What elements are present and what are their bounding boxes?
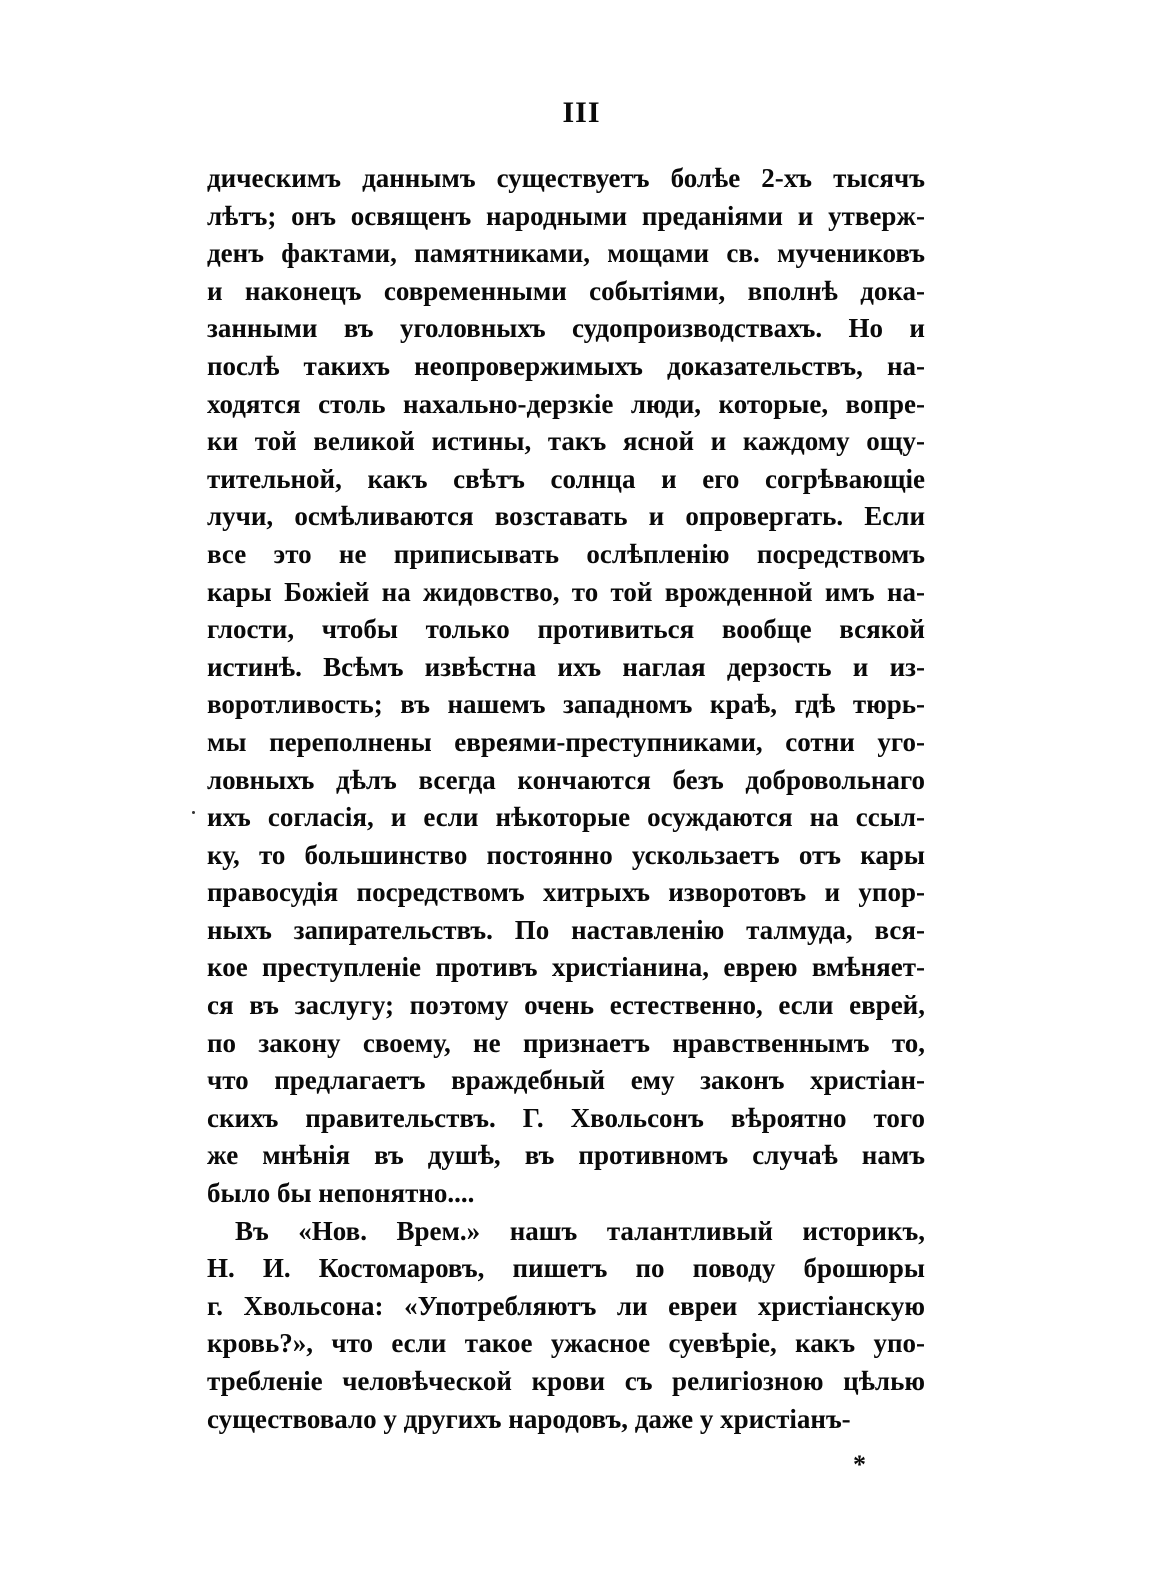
text-line: ныхъ запирательствъ. По наставленію талмуда, вся- xyxy=(207,914,925,945)
body-text xyxy=(207,160,925,1438)
signature-mark: * xyxy=(853,1450,866,1479)
text-line: требленіе человѣческой крови съ религіозною цѣлью xyxy=(207,1366,925,1396)
page-number: III xyxy=(562,96,601,129)
text-line: глости, чтобы только противиться вообще всякой xyxy=(207,614,925,645)
text-line: по закону своему, не признаетъ нравственнымъ то, xyxy=(207,1027,925,1058)
text-line: ки той великой истины, такъ ясной и каждому ощу- xyxy=(207,426,925,457)
text-line: ся въ заслугу; поэтому очень естественно, если еврей, xyxy=(207,990,925,1021)
text-line: скихъ правительствъ. Г. Хвольсонъ вѣроятно того xyxy=(207,1102,925,1133)
text-line: истинѣ. Всѣмъ извѣстна ихъ наглая дерзость и из- xyxy=(207,651,925,682)
text-line: мы переполнены евреями-преступниками, сотни уго- xyxy=(207,726,925,757)
text-line: г. Хвольсона: «Употребляютъ ли евреи христіанскую xyxy=(207,1290,925,1321)
text-line: дическимъ даннымъ существуетъ болѣе 2-хъ тысячъ xyxy=(207,163,925,193)
text-line: денъ фактами, памятниками, мощами св. мучениковъ xyxy=(207,238,925,269)
text-line: Н. И. Костомаровъ, пишетъ по поводу брошюры xyxy=(207,1253,925,1284)
text-line: Въ «Нов. Врем.» нашъ талантливый историкъ, xyxy=(235,1215,925,1246)
text-line: ловныхъ дѣлъ всегда кончаются безъ добровольнаго xyxy=(207,764,925,795)
text-line: ку, то большинство постоянно ускользаетъ отъ кары xyxy=(207,839,925,870)
text-line: лѣтъ; онъ освященъ народными преданіями и утверж- xyxy=(207,200,925,231)
text-line: правосудія посредствомъ хитрыхъ изворотовъ и упор- xyxy=(207,877,925,908)
text-line: воротливость; въ нашемъ западномъ краѣ, гдѣ тюрь- xyxy=(207,689,925,720)
text-line: тительной, какъ свѣтъ солнца и его согрѣвающіе xyxy=(207,463,925,494)
text-line: что предлагаетъ враждебный ему законъ христіан- xyxy=(207,1065,925,1096)
text-line: ихъ согласія, и если нѣкоторые осуждаются на ссыл- xyxy=(207,802,925,833)
text-line: кое преступленіе противъ христіанина, еврею вмѣняет- xyxy=(207,952,925,983)
text-line: же мнѣнія въ душѣ, въ противномъ случаѣ намъ xyxy=(207,1140,925,1171)
text-line: кары Божіей на жидовство, то той врожденной имъ на- xyxy=(207,576,925,607)
text-line: кровь?», что если такое ужасное суевѣріе, какъ упо- xyxy=(207,1328,925,1359)
text-line: и наконецъ современными событіями, вполнѣ дока- xyxy=(207,275,925,306)
text-line: ходятся столь нахально-дерзкіе люди, которые, вопре- xyxy=(207,388,925,419)
text-line: все это не приписывать ослѣпленію посредствомъ xyxy=(207,538,925,569)
scan-speck xyxy=(192,811,195,814)
text-line: лучи, осмѣливаются возставать и опровергать. Если xyxy=(207,501,925,532)
text-line: существовало у другихъ народовъ, даже у христіанъ- xyxy=(207,1403,851,1434)
text-line: послѣ такихъ неопровержимыхъ доказательствъ, на- xyxy=(207,350,925,381)
text-line: было бы непонятно.... xyxy=(207,1178,475,1209)
text-line: занными въ уголовныхъ судопроизводствахъ. Но и xyxy=(207,313,925,344)
